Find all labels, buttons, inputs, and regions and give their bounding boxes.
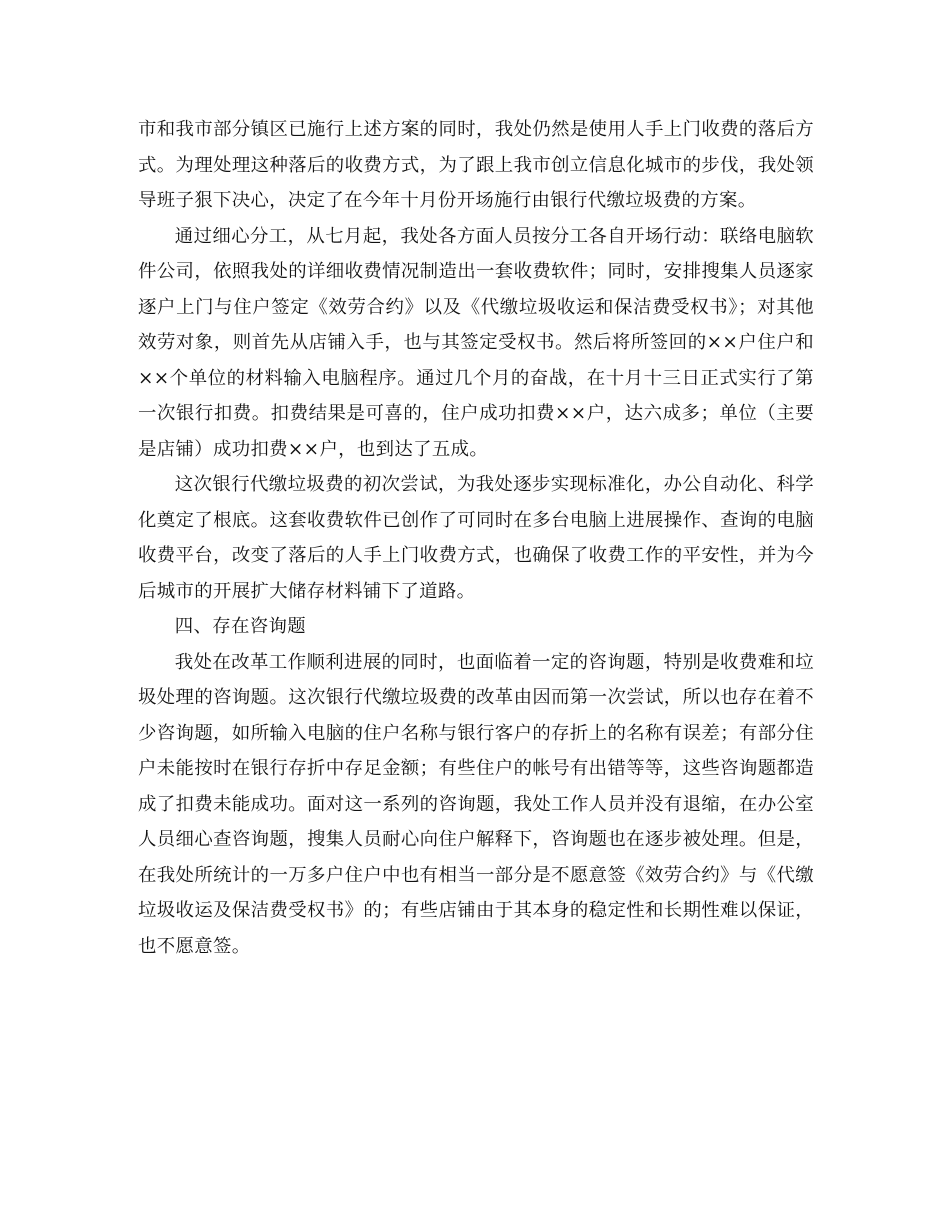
document-page [138, 112, 814, 964]
section-heading-problems: 四、存在咨询题 [174, 616, 306, 637]
paragraph-division-of-work: 通过细心分工，从七月起，我处各方面人员按分工各自开场行动：联络电脑软件公司，依照我处的详细收费情况制造出一套收费软件；同时，安排搜集人员逐家逐户上门与住户签定《效劳合约》以及《代缴垃圾收运和保洁费受权书》；对其他效劳对象，则首先从店铺入手，也与其签定受权书。然后将所签回的××户住户和××个单位的材料输入电脑程序。通过几个月的奋战，在十月十三日正式实行了第一次银行扣费。扣费结果是可喜的，住户成功扣费××户，达六成多；单位（主要是店铺）成功扣费××户，也到达了五成。 [138, 225, 814, 460]
paragraph-continuation: 市和我市部分镇区已施行上述方案的同时，我处仍然是使用人手上门收费的落后方式。为理处理这种落后的收费方式，为了跟上我市创立信息化城市的步伐，我处领导班子狠下决心，决定了在今年十月份开场施行由银行代缴垃圾费的方案。 [138, 119, 814, 211]
paragraph-first-attempt: 这次银行代缴垃圾费的初次尝试，为我处逐步实现标准化，办公自动化、科学化奠定了根底。这套收费软件已创作了可同时在多台电脑上进展操作、查询的电脑收费平台，改变了落后的人手上门收费方式，也确保了收费工作的平安性，并为今后城市的开展扩大储存材料铺下了道路。 [138, 474, 814, 602]
paragraph-problems: 我处在改革工作顺利进展的同时，也面临着一定的咨询题，特别是收费难和垃圾处理的咨询题。这次银行代缴垃圾费的改革由因而第一次尝试，所以也存在着不少咨询题，如所输入电脑的住户名称与银行客户的存折上的名称有误差；有部分住户未能按时在银行存折中存足金额；有些住户的帐号有出错等等，这些咨询题都造成了扣费未能成功。面对这一系列的咨询题，我处工作人员并没有退缩，在办公室人员细心查咨询题，搜集人员耐心向住户解释下，咨询题也在逐步被处理。但是，在我处所统计的一万多户住户中也有相当一部分是不愿意签《效劳合约》与《代缴垃圾收运及保洁费受权书》的；有些店铺由于其本身的稳定性和长期性难以保证，也不愿意签。 [138, 651, 814, 957]
